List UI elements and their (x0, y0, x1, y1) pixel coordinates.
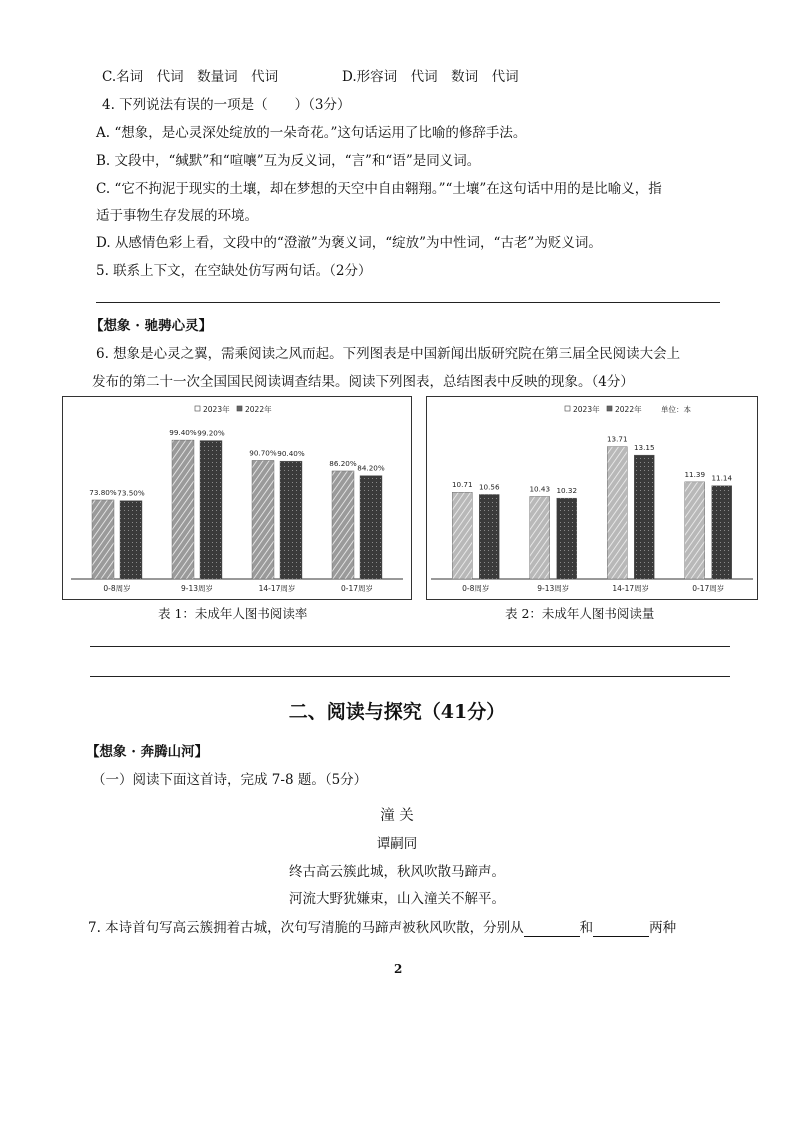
data-label: 99.20% (197, 428, 225, 438)
bar-9-13周岁-2023年 (530, 496, 550, 579)
chart-reading-rate (62, 396, 412, 600)
bar-14-17周岁-2022年 (280, 461, 302, 579)
chart-legend (565, 404, 642, 414)
q7-stem (88, 919, 676, 937)
x-tick-label: 0-8周岁 (103, 584, 131, 593)
data-label: 99.40% (169, 428, 197, 438)
q4-option-c-line2: 适于事物生存发展的环境。 (96, 208, 258, 224)
bar-0-17周岁-2023年 (685, 482, 705, 579)
option-c: C.名词 代词 数量词 代词 (102, 69, 279, 85)
chart-legend (195, 404, 272, 414)
q6-answer-line-1 (90, 646, 730, 647)
data-label: 73.50% (117, 488, 145, 498)
legend-swatch-0 (565, 406, 570, 411)
bar-14-17周岁-2023年 (252, 460, 274, 579)
bar-0-8周岁-2023年 (452, 492, 472, 579)
legend-label-0: 2023年 (203, 405, 230, 414)
option-d: D.形容词 代词 数词 代词 (342, 69, 519, 85)
bar-0-8周岁-2023年 (92, 500, 114, 579)
data-label: 84.20% (357, 463, 385, 473)
bar-9-13周岁-2022年 (557, 498, 577, 579)
q7-blank-1[interactable] (524, 922, 580, 937)
x-tick-label: 0-17周岁 (692, 584, 725, 593)
section-tag-imagination-mind: 【想象 · 驰骋心灵】 (90, 318, 213, 334)
bar-0-8周岁-2022年 (120, 501, 142, 579)
data-label: 90.70% (249, 448, 277, 458)
data-label: 73.80% (89, 487, 117, 497)
section-two-title: 二、阅读与探究（41分） (288, 701, 506, 723)
legend-label-1: 2022年 (245, 405, 272, 414)
data-label: 10.32 (556, 486, 578, 496)
q7-text-b: 和 (579, 920, 594, 936)
section-tag-imagination-rivers: 【想象 · 奔腾山河】 (86, 744, 209, 760)
q4-option-d: D. 从感情色彩上看，文段中的“澄澈”为褒义词，“绽放”为中性词，“古老”为贬义词。 (96, 235, 602, 251)
poem-author: 谭嗣同 (376, 836, 418, 852)
q6-answer-line-2 (90, 676, 730, 677)
chart2-caption: 表 2：未成年人图书阅读量 (505, 606, 655, 621)
chart-reading-rate-svg (63, 397, 411, 599)
q4-stem: 4. 下列说法有误的一项是（ ）（3分） (102, 97, 351, 113)
data-label: 10.71 (451, 480, 473, 490)
chart-unit-label: 单位：本 (661, 405, 691, 414)
q6-line2: 发布的第二十一次全国国民阅读调查结果。阅读下列图表，总结图表中反映的现象。（4分） (92, 374, 634, 390)
legend-swatch-0 (195, 406, 200, 411)
bar-0-8周岁-2022年 (479, 494, 499, 579)
bar-0-17周岁-2022年 (360, 476, 382, 579)
data-label: 13.71 (606, 434, 628, 444)
chart-reading-volume-svg (427, 397, 757, 599)
data-label: 13.15 (633, 443, 655, 453)
q7-blank-2[interactable] (593, 922, 649, 937)
data-label: 11.39 (684, 469, 706, 479)
bar-14-17周岁-2022年 (634, 455, 654, 579)
data-label: 11.14 (711, 473, 733, 483)
q5-stem: 5. 联系上下文，在空缺处仿写两句话。（2分） (96, 263, 372, 279)
bar-9-13周岁-2022年 (200, 441, 222, 579)
part1-intro: （一）阅读下面这首诗，完成 7-8 题。（5分） (92, 772, 368, 788)
x-tick-label: 9-13周岁 (180, 584, 214, 593)
bar-0-17周岁-2023年 (332, 471, 354, 579)
bar-0-17周岁-2022年 (712, 486, 732, 579)
x-tick-label: 0-17周岁 (340, 584, 374, 593)
poem-line-1: 终古高云簇此城，秋风吹散马蹄声。 (289, 864, 505, 880)
data-label: 90.40% (277, 449, 305, 459)
q4-option-c-line1: C. “它不拘泥于现实的土壤，却在梦想的天空中自由翱翔。”“土壤”在这句话中用的是比喻义，指 (96, 181, 662, 197)
poem-title: 潼 关 (380, 808, 414, 824)
legend-label-0: 2023年 (573, 405, 600, 414)
bar-9-13周岁-2023年 (172, 440, 194, 579)
chart1-caption: 表 1：未成年人图书阅读率 (158, 606, 308, 621)
data-label: 86.20% (329, 458, 357, 468)
data-label: 10.43 (529, 484, 551, 494)
x-tick-label: 14-17周岁 (258, 584, 296, 593)
bar-14-17周岁-2023年 (607, 447, 627, 579)
chart-reading-volume (426, 396, 758, 600)
x-tick-label: 14-17周岁 (612, 584, 650, 593)
legend-label-1: 2022年 (615, 405, 642, 414)
legend-swatch-1 (237, 406, 242, 411)
poem-line-2: 河流大野犹嫌束，山入潼关不解平。 (289, 891, 505, 907)
x-tick-label: 9-13周岁 (537, 584, 570, 593)
q4-option-b: B. 文段中，“缄默”和“喧嚷”互为反义词，“言”和“语”是同义词。 (96, 153, 481, 169)
q5-answer-line (96, 302, 720, 303)
page-number: 2 (394, 962, 403, 976)
q7-text-a: 7. 本诗首句写高云簇拥着古城，次句写清脆的马蹄声被秋风吹散，分别从 (88, 920, 524, 936)
q7-text-c: 两种 (649, 920, 677, 936)
x-tick-label: 0-8周岁 (462, 584, 490, 593)
q6-line1: 6. 想象是心灵之翼，需乘阅读之风而起。下列图表是中国新闻出版研究院在第三届全民阅读大会上 (96, 346, 681, 362)
data-label: 10.56 (478, 482, 500, 492)
q4-option-a: A. “想象，是心灵深处绽放的一朵奇花。”这句话运用了比喻的修辞手法。 (96, 125, 527, 141)
legend-swatch-1 (607, 406, 612, 411)
